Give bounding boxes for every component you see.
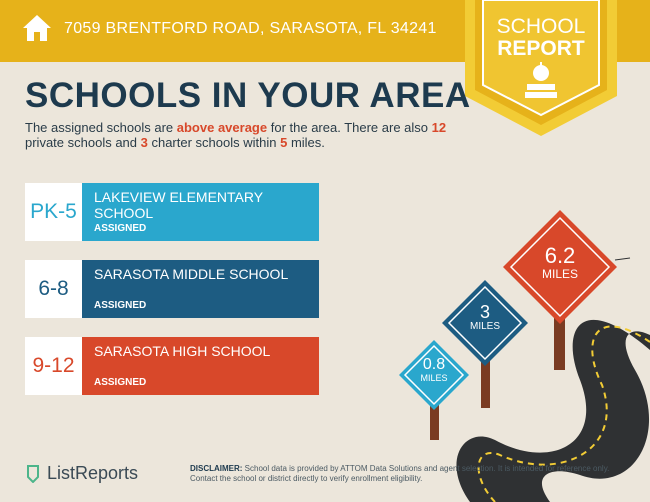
page-title: SCHOOLS IN YOUR AREA bbox=[25, 76, 471, 115]
grade-range: PK-5 bbox=[25, 183, 82, 241]
property-address: 7059 BRENTFORD ROAD, SARASOTA, FL 34241 bbox=[64, 20, 437, 37]
home-icon bbox=[22, 13, 52, 43]
distance-sign-1 bbox=[404, 357, 464, 384]
school-name: LAKEVIEW ELEMENTARY SCHOOL bbox=[94, 189, 263, 221]
charter-count: 3 bbox=[140, 135, 148, 150]
private-count: 12 bbox=[431, 120, 447, 135]
school-info bbox=[82, 183, 319, 241]
school-card-middle bbox=[25, 260, 319, 318]
intro-part-4: charter schools within bbox=[147, 135, 281, 150]
badge-title bbox=[465, 16, 617, 60]
school-card-elementary bbox=[25, 183, 319, 241]
brand-name: ListReports bbox=[47, 463, 139, 483]
disclaimer bbox=[190, 464, 620, 484]
intro-part-3: private schools and bbox=[25, 135, 141, 150]
sign-1-unit: MILES bbox=[420, 373, 448, 383]
sign-3-value: 6.2 bbox=[544, 243, 576, 268]
badge-line-2: REPORT bbox=[497, 37, 585, 60]
assigned-label: ASSIGNED bbox=[94, 377, 147, 388]
apple-books-icon bbox=[522, 62, 560, 100]
school-info bbox=[82, 337, 319, 395]
assigned-label: ASSIGNED bbox=[94, 223, 147, 234]
listreports-logo-icon bbox=[25, 465, 41, 483]
badge-line-1: SCHOOL bbox=[496, 15, 586, 38]
grade-range: 6-8 bbox=[25, 260, 82, 318]
intro-text bbox=[25, 120, 465, 150]
school-name: SARASOTA HIGH SCHOOL bbox=[94, 343, 271, 359]
school-info bbox=[82, 260, 319, 318]
sign-3-unit: MILES bbox=[541, 267, 578, 281]
school-name: SARASOTA MIDDLE SCHOOL bbox=[94, 266, 289, 282]
assigned-label: ASSIGNED bbox=[94, 300, 147, 311]
distance-sign-3 bbox=[520, 245, 600, 281]
radius-miles: 5 bbox=[280, 135, 288, 150]
disclaimer-text: School data is provided by ATTOM Data Solutions and agent selection. It is intended for reference only. Contact the school or district directly to verify enrollment eligibility. bbox=[190, 464, 610, 483]
above-average-highlight: above average bbox=[176, 120, 268, 135]
road-illustration bbox=[380, 200, 650, 502]
disclaimer-label: DISCLAIMER: bbox=[190, 464, 243, 473]
listreports-logo bbox=[25, 463, 138, 484]
school-card-high bbox=[25, 337, 319, 395]
intro-part-1: The assigned schools are bbox=[25, 120, 177, 135]
intro-part-5: miles. bbox=[287, 135, 325, 150]
sign-2-unit: MILES bbox=[469, 321, 500, 332]
distance-sign-2 bbox=[455, 303, 515, 333]
sign-2-value: 3 bbox=[479, 302, 490, 322]
sign-1-value: 0.8 bbox=[422, 356, 446, 373]
grade-range: 9-12 bbox=[25, 337, 82, 395]
intro-part-2: for the area. There are also bbox=[267, 120, 432, 135]
